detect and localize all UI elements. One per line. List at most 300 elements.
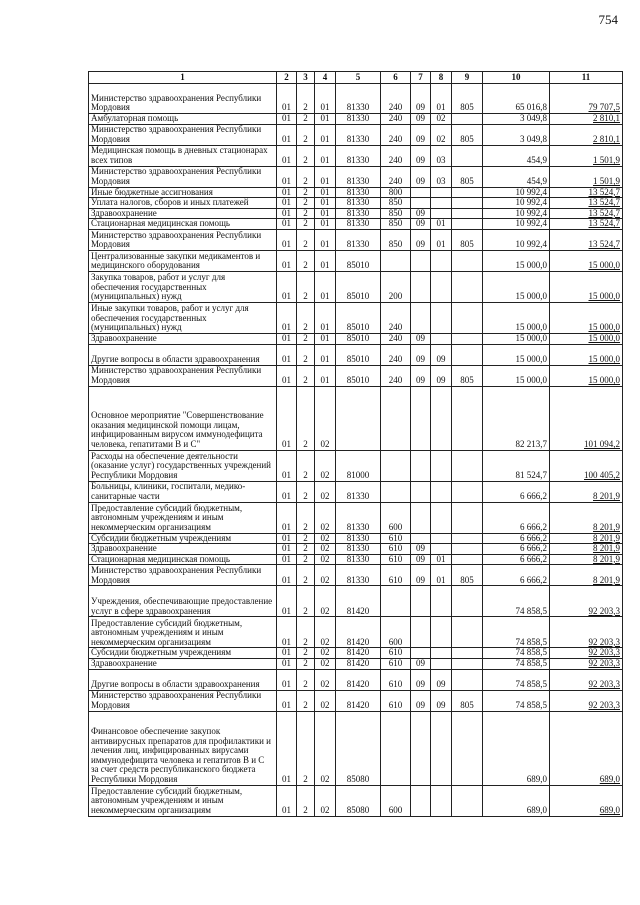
- amount-col-10: 74 858,5: [483, 586, 550, 617]
- table-row: [89, 198, 623, 209]
- code-4: 02: [315, 565, 336, 586]
- code-6: 240: [381, 124, 411, 145]
- code-7: [411, 648, 431, 659]
- table-row: [89, 502, 623, 533]
- code-2: 01: [277, 711, 297, 785]
- code-6: 850: [381, 219, 411, 230]
- code-7: [411, 271, 431, 302]
- code-6: 610: [381, 533, 411, 544]
- code-9: [452, 617, 483, 648]
- row-name: Субсидии бюджетным учреждениям: [89, 533, 277, 544]
- amount-col-11: 13 524,7: [550, 208, 623, 219]
- code-4: 02: [315, 785, 336, 816]
- code-5: 81330: [336, 219, 381, 230]
- table-row: [89, 250, 623, 271]
- amount-col-11: 2 810,1: [550, 124, 623, 145]
- code-6: 240: [381, 365, 411, 386]
- code-8: 09: [431, 690, 452, 711]
- table-row: [89, 533, 623, 544]
- table-row: [89, 481, 623, 502]
- code-5: 85010: [336, 271, 381, 302]
- code-4: 01: [315, 145, 336, 166]
- amount-col-11: 8 201,9: [550, 565, 623, 586]
- code-5: 81330: [336, 502, 381, 533]
- amount-col-11: 92 203,3: [550, 648, 623, 659]
- code-6: [381, 386, 411, 450]
- amount-col-11: 13 524,7: [550, 198, 623, 209]
- code-4: 02: [315, 533, 336, 544]
- code-8: [431, 481, 452, 502]
- code-5: 81330: [336, 84, 381, 114]
- code-6: 240: [381, 145, 411, 166]
- table-row: [89, 450, 623, 481]
- amount-col-10: 6 666,2: [483, 554, 550, 565]
- column-header-5: 5: [336, 72, 381, 84]
- code-2: 01: [277, 229, 297, 250]
- code-3: 2: [297, 711, 315, 785]
- code-2: 01: [277, 544, 297, 555]
- code-2: 01: [277, 208, 297, 219]
- amount-col-10: 6 666,2: [483, 544, 550, 555]
- row-name: Иные закупки товаров, работ и услуг для обеспечения государственных (муниципальных) нужд: [89, 302, 277, 333]
- code-4: 02: [315, 586, 336, 617]
- code-8: [431, 386, 452, 450]
- code-9: [452, 481, 483, 502]
- code-6: [381, 450, 411, 481]
- code-7: 09: [411, 229, 431, 250]
- amount-col-10: 3 049,8: [483, 114, 550, 125]
- code-9: [452, 344, 483, 365]
- code-8: [431, 250, 452, 271]
- code-6: 610: [381, 690, 411, 711]
- table-row: [89, 648, 623, 659]
- code-2: 01: [277, 690, 297, 711]
- budget-table: [88, 71, 623, 817]
- amount-col-10: 74 858,5: [483, 669, 550, 690]
- amount-col-11: 92 203,3: [550, 658, 623, 669]
- code-7: 09: [411, 124, 431, 145]
- amount-col-10: 74 858,5: [483, 658, 550, 669]
- code-2: 01: [277, 124, 297, 145]
- code-7: 09: [411, 669, 431, 690]
- code-3: 2: [297, 533, 315, 544]
- code-8: [431, 271, 452, 302]
- code-9: [452, 250, 483, 271]
- table-row: [89, 271, 623, 302]
- page-number: 754: [598, 12, 618, 27]
- code-5: [336, 386, 381, 450]
- table-row: [89, 669, 623, 690]
- amount-col-10: 15 000,0: [483, 302, 550, 333]
- code-9: [452, 648, 483, 659]
- code-9: 805: [452, 229, 483, 250]
- code-3: 2: [297, 617, 315, 648]
- code-6: 240: [381, 114, 411, 125]
- row-name: Основное мероприятие "Совершенствование оказания медицинской помощи лицам, инфицированным вирусом иммунодефицита человека, гепатитами В и С": [89, 386, 277, 450]
- code-9: [452, 586, 483, 617]
- code-2: 01: [277, 344, 297, 365]
- code-3: 2: [297, 124, 315, 145]
- code-4: 01: [315, 166, 336, 187]
- amount-col-10: 15 000,0: [483, 250, 550, 271]
- table-row: [89, 544, 623, 555]
- table-row: [89, 658, 623, 669]
- code-2: 01: [277, 114, 297, 125]
- code-6: 610: [381, 669, 411, 690]
- row-name: Другие вопросы в области здравоохранения: [89, 344, 277, 365]
- amount-col-11: 15 000,0: [550, 250, 623, 271]
- code-9: [452, 219, 483, 230]
- table-row: [89, 229, 623, 250]
- code-7: [411, 302, 431, 333]
- code-2: 01: [277, 198, 297, 209]
- row-name: Министерство здравоохранения Республики Мордовия: [89, 124, 277, 145]
- table-row: [89, 617, 623, 648]
- table-row: [89, 333, 623, 344]
- amount-col-10: 454,9: [483, 166, 550, 187]
- code-9: [452, 145, 483, 166]
- code-2: 01: [277, 333, 297, 344]
- code-2: 01: [277, 450, 297, 481]
- amount-col-10: 15 000,0: [483, 333, 550, 344]
- amount-col-11: 8 201,9: [550, 554, 623, 565]
- code-8: [431, 187, 452, 198]
- row-name: Министерство здравоохранения Республики Мордовия: [89, 84, 277, 114]
- code-7: [411, 711, 431, 785]
- code-7: 09: [411, 333, 431, 344]
- amount-col-11: 15 000,0: [550, 365, 623, 386]
- code-5: 81330: [336, 533, 381, 544]
- code-8: 01: [431, 565, 452, 586]
- code-7: [411, 187, 431, 198]
- code-4: 01: [315, 114, 336, 125]
- code-8: [431, 711, 452, 785]
- code-7: [411, 586, 431, 617]
- code-8: 03: [431, 145, 452, 166]
- code-7: [411, 386, 431, 450]
- code-8: [431, 658, 452, 669]
- code-8: 09: [431, 365, 452, 386]
- row-name: Амбулаторная помощь: [89, 114, 277, 125]
- amount-col-11: 689,0: [550, 785, 623, 816]
- code-5: 81420: [336, 690, 381, 711]
- table-row: [89, 124, 623, 145]
- code-5: 81330: [336, 124, 381, 145]
- code-7: [411, 502, 431, 533]
- code-4: 01: [315, 271, 336, 302]
- code-8: 01: [431, 84, 452, 114]
- code-5: 81330: [336, 166, 381, 187]
- code-2: 01: [277, 219, 297, 230]
- amount-col-10: 10 992,4: [483, 229, 550, 250]
- code-2: 01: [277, 785, 297, 816]
- code-5: 85080: [336, 785, 381, 816]
- code-9: 805: [452, 365, 483, 386]
- code-3: 2: [297, 344, 315, 365]
- code-7: 09: [411, 84, 431, 114]
- code-7: 09: [411, 554, 431, 565]
- amount-col-11: 8 201,9: [550, 481, 623, 502]
- code-2: 01: [277, 658, 297, 669]
- code-2: 01: [277, 481, 297, 502]
- amount-col-11: 1 501,9: [550, 145, 623, 166]
- code-4: 01: [315, 187, 336, 198]
- row-name: Министерство здравоохранения Республики Мордовия: [89, 365, 277, 386]
- code-6: 610: [381, 648, 411, 659]
- amount-col-10: 689,0: [483, 711, 550, 785]
- code-9: 805: [452, 690, 483, 711]
- code-4: 01: [315, 84, 336, 114]
- code-2: 01: [277, 250, 297, 271]
- amount-col-11: 13 524,7: [550, 187, 623, 198]
- row-name: Больницы, клиники, госпитали, медико-санитарные части: [89, 481, 277, 502]
- amount-col-10: 10 992,4: [483, 208, 550, 219]
- code-4: 01: [315, 124, 336, 145]
- code-9: [452, 554, 483, 565]
- row-name: Здравоохранение: [89, 658, 277, 669]
- row-name: Предоставление субсидий бюджетным, автономным учреждениям и иным некоммерческим организациям: [89, 617, 277, 648]
- code-3: 2: [297, 386, 315, 450]
- code-6: 200: [381, 271, 411, 302]
- code-5: 81330: [336, 187, 381, 198]
- code-2: 01: [277, 386, 297, 450]
- code-3: 2: [297, 669, 315, 690]
- code-2: 01: [277, 166, 297, 187]
- amount-col-10: 6 666,2: [483, 565, 550, 586]
- code-5: 85010: [336, 333, 381, 344]
- code-6: [381, 711, 411, 785]
- code-6: 600: [381, 785, 411, 816]
- amount-col-11: 15 000,0: [550, 344, 623, 365]
- code-7: 09: [411, 565, 431, 586]
- code-4: 02: [315, 554, 336, 565]
- code-9: [452, 658, 483, 669]
- code-8: [431, 208, 452, 219]
- row-name: Министерство здравоохранения Республики Мордовия: [89, 166, 277, 187]
- code-4: 02: [315, 481, 336, 502]
- code-5: 81330: [336, 114, 381, 125]
- column-header-11: 11: [550, 72, 623, 84]
- code-9: [452, 333, 483, 344]
- code-3: 2: [297, 785, 315, 816]
- table-row: [89, 208, 623, 219]
- table-row: [89, 386, 623, 450]
- code-5: 81330: [336, 481, 381, 502]
- code-5: 81420: [336, 586, 381, 617]
- code-8: 01: [431, 229, 452, 250]
- code-2: 01: [277, 565, 297, 586]
- column-header-10: 10: [483, 72, 550, 84]
- code-3: 2: [297, 481, 315, 502]
- row-name: Централизованные закупки медикаментов и медицинского оборудования: [89, 250, 277, 271]
- code-5: 81420: [336, 617, 381, 648]
- code-2: 01: [277, 84, 297, 114]
- table-row: [89, 166, 623, 187]
- code-6: 240: [381, 166, 411, 187]
- code-2: 01: [277, 533, 297, 544]
- row-name: Предоставление субсидий бюджетным, автономным учреждениям и иным некоммерческим организациям: [89, 785, 277, 816]
- code-9: [452, 544, 483, 555]
- amount-col-10: 454,9: [483, 145, 550, 166]
- code-8: [431, 302, 452, 333]
- code-3: 2: [297, 250, 315, 271]
- code-6: 800: [381, 187, 411, 198]
- code-8: [431, 502, 452, 533]
- code-3: 2: [297, 586, 315, 617]
- row-name: Иные бюджетные ассигнования: [89, 187, 277, 198]
- code-8: 09: [431, 669, 452, 690]
- code-2: 01: [277, 365, 297, 386]
- code-9: 805: [452, 124, 483, 145]
- code-9: 805: [452, 565, 483, 586]
- code-4: 01: [315, 365, 336, 386]
- code-6: 600: [381, 502, 411, 533]
- code-4: 01: [315, 208, 336, 219]
- code-3: 2: [297, 84, 315, 114]
- code-9: [452, 669, 483, 690]
- code-3: 2: [297, 658, 315, 669]
- amount-col-10: 15 000,0: [483, 271, 550, 302]
- amount-col-10: 689,0: [483, 785, 550, 816]
- code-7: [411, 533, 431, 544]
- code-5: 81330: [336, 544, 381, 555]
- code-3: 2: [297, 208, 315, 219]
- code-9: [452, 785, 483, 816]
- code-7: 09: [411, 365, 431, 386]
- code-4: 01: [315, 302, 336, 333]
- code-5: 81330: [336, 554, 381, 565]
- code-6: 850: [381, 198, 411, 209]
- code-4: 02: [315, 386, 336, 450]
- code-3: 2: [297, 145, 315, 166]
- amount-col-10: 74 858,5: [483, 690, 550, 711]
- code-7: 09: [411, 658, 431, 669]
- amount-col-11: 8 201,9: [550, 533, 623, 544]
- row-name: Здравоохранение: [89, 333, 277, 344]
- code-4: 01: [315, 198, 336, 209]
- row-name: Здравоохранение: [89, 544, 277, 555]
- code-5: 81330: [336, 565, 381, 586]
- code-9: 805: [452, 166, 483, 187]
- amount-col-10: 10 992,4: [483, 198, 550, 209]
- code-8: 01: [431, 219, 452, 230]
- code-5: 85010: [336, 344, 381, 365]
- table-header-row: [89, 72, 623, 84]
- code-7: [411, 450, 431, 481]
- code-4: 01: [315, 333, 336, 344]
- code-8: [431, 586, 452, 617]
- row-name: Уплата налогов, сборов и иных платежей: [89, 198, 277, 209]
- code-2: 01: [277, 669, 297, 690]
- code-8: 02: [431, 114, 452, 125]
- code-9: [452, 711, 483, 785]
- code-6: 240: [381, 333, 411, 344]
- code-3: 2: [297, 302, 315, 333]
- code-7: [411, 785, 431, 816]
- code-4: 01: [315, 344, 336, 365]
- code-9: [452, 502, 483, 533]
- code-3: 2: [297, 554, 315, 565]
- amount-col-11: 13 524,7: [550, 229, 623, 250]
- amount-col-10: 74 858,5: [483, 648, 550, 659]
- code-7: 09: [411, 208, 431, 219]
- code-8: 03: [431, 166, 452, 187]
- code-4: 01: [315, 219, 336, 230]
- row-name: Финансовое обеспечение закупок антивирусных препаратов для профилактики и лечения лиц, инфицированных вирусами иммунодефицита человека и гепатитов В и С за счет средств республиканского бюджета Республики Мордовия: [89, 711, 277, 785]
- code-8: [431, 333, 452, 344]
- code-2: 01: [277, 586, 297, 617]
- code-6: 240: [381, 344, 411, 365]
- code-9: [452, 198, 483, 209]
- amount-col-11: 100 405,2: [550, 450, 623, 481]
- code-5: 85080: [336, 711, 381, 785]
- table-row: [89, 84, 623, 114]
- code-4: 02: [315, 658, 336, 669]
- code-3: 2: [297, 166, 315, 187]
- code-2: 01: [277, 617, 297, 648]
- table-row: [89, 554, 623, 565]
- table-row: [89, 114, 623, 125]
- amount-col-10: 6 666,2: [483, 502, 550, 533]
- amount-col-11: 1 501,9: [550, 166, 623, 187]
- code-4: 02: [315, 669, 336, 690]
- code-5: 81330: [336, 198, 381, 209]
- code-3: 2: [297, 502, 315, 533]
- table-row: [89, 690, 623, 711]
- code-8: [431, 617, 452, 648]
- row-name: Министерство здравоохранения Республики Мордовия: [89, 565, 277, 586]
- table-row: [89, 344, 623, 365]
- amount-col-11: 13 524,7: [550, 219, 623, 230]
- code-5: 81330: [336, 145, 381, 166]
- code-6: 850: [381, 229, 411, 250]
- code-5: 85010: [336, 365, 381, 386]
- amount-col-10: 10 992,4: [483, 219, 550, 230]
- table-row: [89, 565, 623, 586]
- amount-col-11: 92 203,3: [550, 690, 623, 711]
- column-header-6: 6: [381, 72, 411, 84]
- table-row: [89, 586, 623, 617]
- code-8: 01: [431, 554, 452, 565]
- table-row: [89, 302, 623, 333]
- code-3: 2: [297, 219, 315, 230]
- amount-col-11: 15 000,0: [550, 271, 623, 302]
- row-name: Субсидии бюджетным учреждениям: [89, 648, 277, 659]
- column-header-1: 1: [89, 72, 277, 84]
- amount-col-10: 74 858,5: [483, 617, 550, 648]
- code-4: 02: [315, 450, 336, 481]
- code-6: 600: [381, 617, 411, 648]
- code-6: 610: [381, 554, 411, 565]
- code-4: 02: [315, 502, 336, 533]
- code-3: 2: [297, 690, 315, 711]
- code-4: 02: [315, 544, 336, 555]
- code-9: [452, 114, 483, 125]
- row-name: Предоставление субсидий бюджетным, автономным учреждениям и иным некоммерческим организациям: [89, 502, 277, 533]
- code-5: 81420: [336, 648, 381, 659]
- code-6: 610: [381, 544, 411, 555]
- column-header-3: 3: [297, 72, 315, 84]
- row-name: Министерство здравоохранения Республики Мордовия: [89, 690, 277, 711]
- row-name: Стационарная медицинская помощь: [89, 554, 277, 565]
- row-name: Другие вопросы в области здравоохранения: [89, 669, 277, 690]
- code-8: [431, 450, 452, 481]
- code-7: [411, 617, 431, 648]
- row-name: Здравоохранение: [89, 208, 277, 219]
- code-7: 09: [411, 145, 431, 166]
- code-8: [431, 198, 452, 209]
- row-name: Министерство здравоохранения Республики Мордовия: [89, 229, 277, 250]
